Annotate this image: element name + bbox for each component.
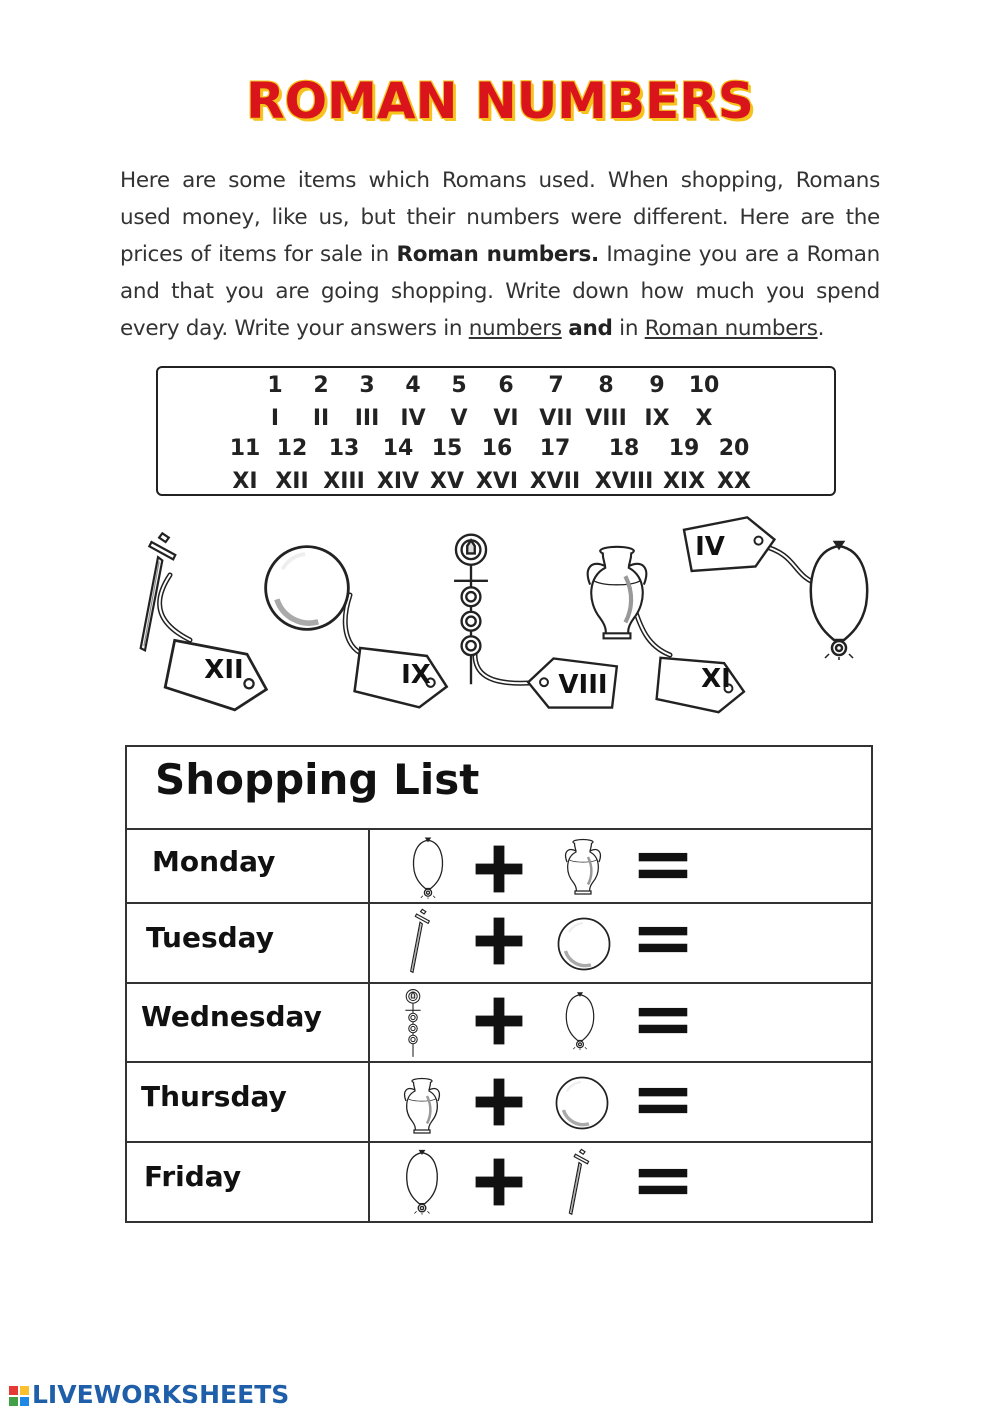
plus-icon	[472, 1075, 526, 1129]
roman-cell: XIV	[376, 469, 420, 494]
roman-row-2	[158, 469, 834, 499]
number-cell: 8	[598, 373, 614, 398]
shopping-list-title: Shopping List	[155, 755, 480, 804]
roman-cell: XX	[717, 469, 751, 494]
roman-cell: VIII	[585, 406, 627, 431]
number-cell: 14	[382, 436, 414, 461]
standard-icon	[454, 535, 488, 685]
number-cell: 17	[539, 436, 571, 461]
day-label-thursday: Thursday	[141, 1080, 287, 1113]
price-tag-vase: XI	[701, 664, 731, 694]
roman-cell: XVIII	[594, 469, 654, 494]
number-cell: 19	[668, 436, 700, 461]
number-cell: 5	[451, 373, 467, 398]
plus-icon	[472, 914, 526, 968]
roman-cell: X	[695, 406, 713, 431]
number-cell: 6	[498, 373, 514, 398]
day-label-tuesday: Tuesday	[146, 921, 274, 954]
liveworksheets-logo-icon	[8, 1385, 30, 1407]
roman-cell: I	[270, 406, 280, 431]
divider	[127, 1141, 871, 1143]
sword-icon	[400, 907, 440, 977]
page-title: ROMAN NUMBERS	[246, 72, 754, 130]
roman-cell: VI	[493, 406, 519, 431]
necklace-icon	[811, 542, 867, 660]
standard-icon	[398, 987, 428, 1059]
divider	[127, 828, 871, 830]
intro-bold-and: and	[568, 316, 613, 341]
intro-roman-numbers-underlined: Roman numbers	[644, 316, 818, 341]
roman-cell: XI	[232, 469, 258, 494]
price-tag-ball: IX	[401, 660, 431, 690]
number-cell: 7	[548, 373, 564, 398]
necklace-icon	[403, 1147, 441, 1217]
number-cell: 20	[718, 436, 750, 461]
roman-cell: V	[450, 406, 468, 431]
footer-brand[interactable]	[8, 1380, 289, 1409]
roman-cell: II	[312, 406, 330, 431]
roman-cell: XII	[275, 469, 309, 494]
price-tag-standard: VIII	[558, 670, 608, 700]
column-divider	[368, 828, 370, 1221]
divider	[127, 902, 871, 904]
number-cell: 12	[276, 436, 308, 461]
items-illustration	[120, 515, 880, 725]
plus-icon	[472, 1155, 526, 1209]
intro-text-1: Here are some items which Romans used. When shopping, Romans used money, like us, but their numbers were different. Here are the prices of items for sale in	[120, 168, 880, 267]
sword-icon	[141, 533, 176, 650]
arabic-row-2	[158, 436, 834, 466]
number-cell: 13	[328, 436, 360, 461]
intro-text-3: in	[612, 316, 645, 341]
intro-paragraph	[120, 162, 880, 347]
number-cell: 11	[229, 436, 261, 461]
shopping-list-table	[125, 745, 873, 1223]
ball-icon	[266, 547, 349, 630]
day-label-friday: Friday	[144, 1160, 242, 1193]
price-tag-necklace: IV	[695, 532, 725, 562]
roman-cell: XVII	[529, 469, 581, 494]
number-cell: 18	[608, 436, 640, 461]
roman-cell: XIII	[323, 469, 365, 494]
number-cell: 4	[405, 373, 421, 398]
necklace-icon	[563, 989, 597, 1053]
roman-cell: III	[354, 406, 380, 431]
intro-numbers-underlined: numbers	[468, 316, 562, 341]
day-label-wednesday: Wednesday	[141, 1000, 322, 1033]
number-cell: 1	[267, 373, 283, 398]
vase-icon	[397, 1075, 447, 1137]
number-reference-box	[156, 366, 836, 496]
divider	[127, 1061, 871, 1063]
number-cell: 2	[313, 373, 329, 398]
roman-cell: XIX	[662, 469, 706, 494]
roman-cell: IX	[644, 406, 670, 431]
number-cell: 15	[431, 436, 463, 461]
vase-icon	[558, 836, 608, 898]
number-cell: 10	[688, 373, 720, 398]
sword-icon	[559, 1147, 599, 1219]
footer-brand-text: LIVEWORKSHEETS	[32, 1380, 290, 1409]
equals-icon	[635, 1002, 691, 1040]
ball-icon	[553, 1074, 611, 1132]
intro-bold-roman-numbers: Roman numbers.	[396, 242, 599, 267]
intro-text-2: Imagine you are a Roman and that you are going shopping. Write down how much you spend every day. Write your answers in	[120, 242, 880, 341]
equals-icon	[635, 847, 691, 885]
number-cell: 16	[481, 436, 513, 461]
price-tag-sword: XII	[204, 655, 244, 685]
ball-icon	[555, 915, 613, 973]
intro-period: .	[817, 316, 825, 341]
roman-cell: XVI	[475, 469, 519, 494]
number-cell: 9	[649, 373, 665, 398]
roman-cell: XV	[430, 469, 464, 494]
divider	[127, 982, 871, 984]
arabic-row-1	[158, 373, 834, 403]
number-cell: 3	[359, 373, 375, 398]
equals-icon	[635, 1082, 691, 1120]
plus-icon	[472, 994, 526, 1048]
equals-icon	[635, 921, 691, 959]
equals-icon	[635, 1163, 691, 1201]
necklace-icon	[410, 837, 446, 899]
roman-cell: IV	[400, 406, 426, 431]
day-label-monday: Monday	[152, 845, 276, 878]
roman-row-1	[158, 406, 834, 436]
roman-cell: VII	[539, 406, 573, 431]
vase-icon	[588, 547, 646, 639]
plus-icon	[472, 842, 526, 896]
